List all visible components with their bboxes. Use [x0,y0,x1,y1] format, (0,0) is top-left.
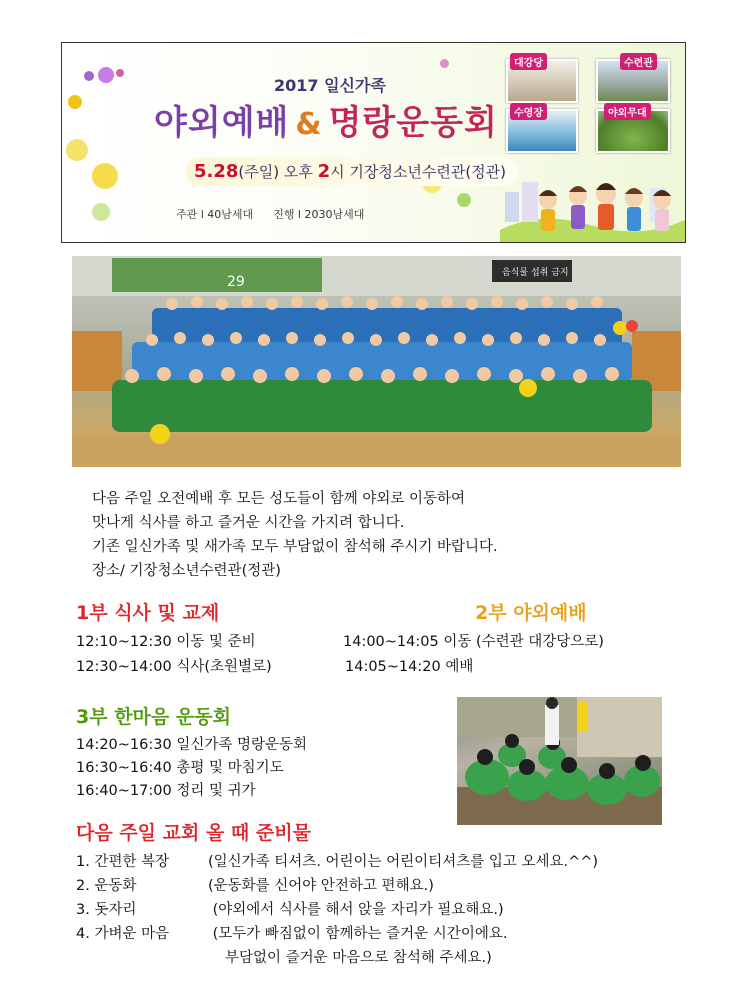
intro-paragraph [92,487,498,583]
prep-heading: 다음 주일 교회 올 때 준비물 [76,822,311,844]
prep-item-desc: (일신가족 티셔츠. 어린이는 어린이티셔츠를 입고 오세요.^^) [208,854,599,870]
intro-line: 다음 주일 오전예배 후 모든 성도들이 함께 야외로 이동하여 [92,491,466,507]
prep-item-label: 4. 가벼운 마음 [76,926,170,942]
banner-date-text1: (주일) 오후 [238,163,318,181]
part3-item: 14:20~16:30 일신가족 명랑운동회 [76,737,308,753]
prep-continuation: 부담없이 즐거운 마음으로 참석해 주세요.) [225,950,492,966]
part3-heading: 3부 한마음 운동회 [76,706,231,728]
decor-dot [98,67,114,83]
part3-item: 16:40~17:00 정리 및 귀가 [76,783,256,799]
banner-host: 주관 l 40남세대 [176,208,254,221]
decor-dot [66,139,88,161]
intro-line: 맛나게 식사를 하고 즐거운 시간을 가지려 합니다. [92,515,405,531]
prep-item [76,850,598,871]
prep-item-label: 3. 돗자리 [76,902,137,918]
prep-item-label: 1. 간편한 복장 [76,854,170,870]
event-banner [61,42,686,243]
decor-dot [84,71,94,81]
kids-illustration [500,170,685,242]
intro-line: 기존 일신가족 및 새가족 모두 부담없이 참석해 주시기 바랍니다. [92,539,498,555]
part1-heading: 1부 식사 및 교제 [76,602,220,624]
part2-item: 14:00~14:05 이동 (수련관 대강당으로) [343,634,604,650]
tile-pool-label: 수영장 [510,103,547,120]
decor-dot [457,193,471,207]
banner-date-hour: 2 [317,161,331,182]
intro-location: 장소/ 기장청소년수련관(정관) [92,563,281,579]
banner-date-day: 5.28 [194,161,239,182]
prep-item-desc: (야외에서 식사를 해서 앉을 자리가 필요해요.) [208,902,504,918]
prep-item-desc: (모두가 빠짐없이 함께하는 즐거운 시간이에요. [208,926,508,942]
group-photo-illustration [72,256,681,467]
prep-item [76,898,504,919]
decor-dot [92,203,110,221]
prep-item [76,874,434,895]
banner-date-line [186,157,518,186]
banner-title [154,95,498,144]
decor-dot [92,163,118,189]
prep-item-desc: (운동화를 신어야 안전하고 편해요.) [208,878,434,894]
part2-item: 14:05~14:20 예배 [345,659,474,675]
tile-center-label: 수련관 [620,53,657,70]
photo-sign-text: 음식물 섭취 금지 [502,268,569,278]
decor-dot [440,59,449,68]
decor-dot [68,95,82,109]
group-photo [72,256,681,467]
part2-heading: 2부 야외예배 [475,602,587,624]
banner-title-amp: & [295,107,323,142]
activity-photo [457,697,662,825]
part3-item: 16:30~16:40 총평 및 마침기도 [76,760,284,776]
prep-item [76,922,507,943]
prep-item-label: 2. 운동화 [76,878,137,894]
part1-item: 12:10~12:30 이동 및 준비 [76,634,256,650]
photo-banner-number: 29 [227,274,245,290]
banner-title-sports: 명랑운동회 [328,103,498,143]
banner-host-line [176,206,384,222]
banner-date-text2: 시 기장청소년수련관(정관) [330,163,507,181]
part1-item: 12:30~14:00 식사(초원별로) [76,659,272,675]
tile-stage-label: 야외무대 [604,103,651,120]
decor-dot [116,69,124,77]
banner-year-line: 2017 일신가족 [274,76,386,95]
banner-organizer: 진행 l 2030남세대 [273,208,365,221]
activity-photo-illustration [457,697,662,825]
tile-hall-label: 대강당 [510,53,547,70]
banner-title-worship: 야외예배 [154,103,290,143]
